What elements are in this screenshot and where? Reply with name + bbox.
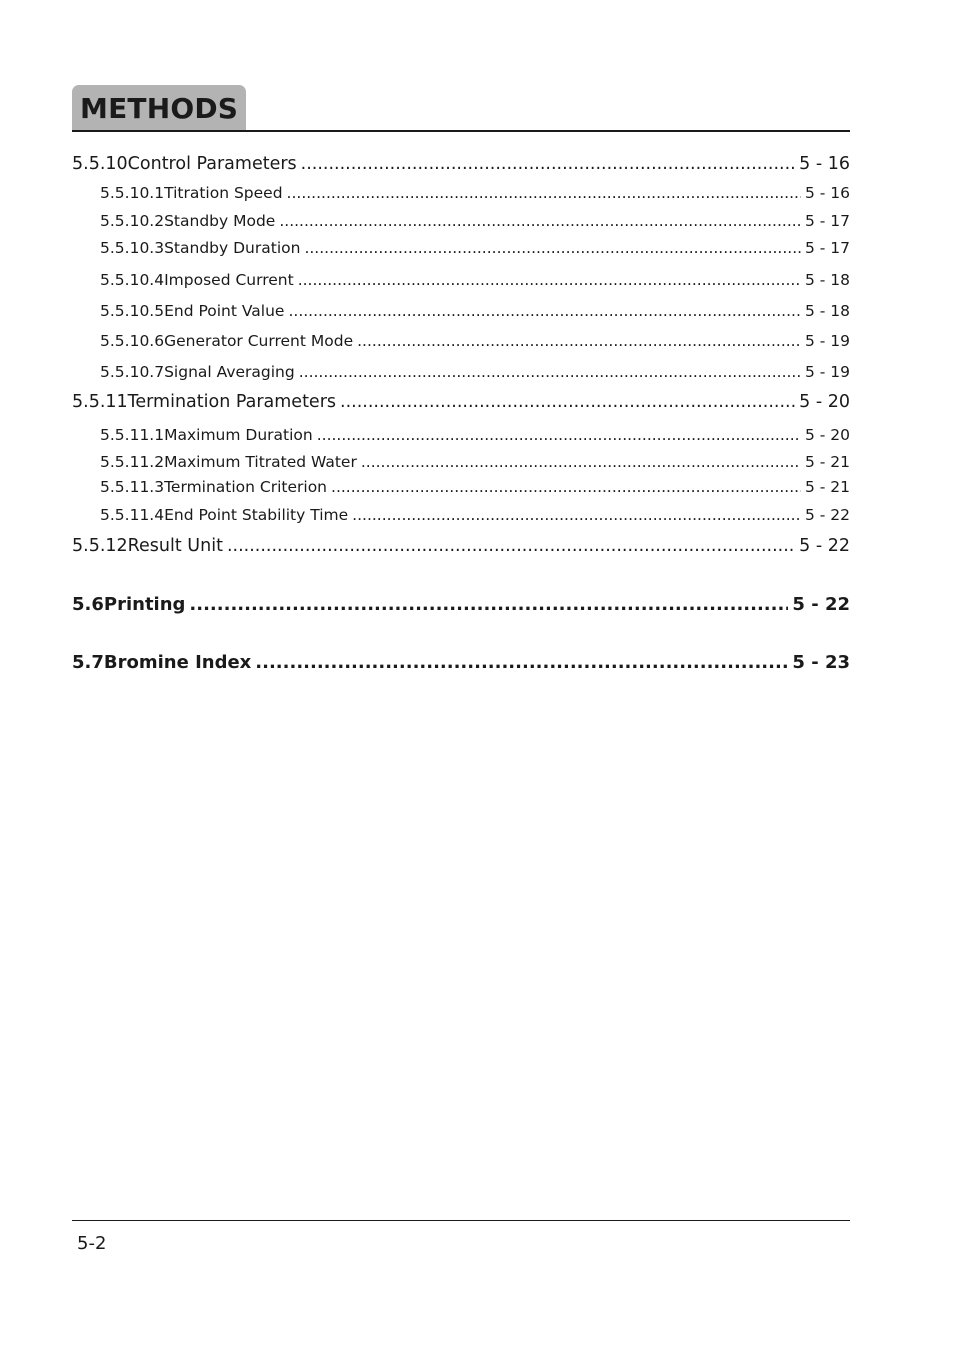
toc-entry-5-5-11-1[interactable] <box>72 426 850 444</box>
toc-entry-number: 5.5.10.1 <box>100 184 165 202</box>
toc-entry-title: Standby Mode <box>164 212 276 230</box>
section-title: METHODS <box>80 91 239 125</box>
toc-entry-page: 5 - 18 <box>804 302 850 320</box>
dot-leader <box>189 594 788 615</box>
toc-entry-number: 5.5.10.2 <box>100 212 165 230</box>
toc-entry-number: 5.5.10.4 <box>100 271 165 289</box>
toc-entry-number: 5.5.11.2 <box>100 453 165 471</box>
toc-entry-5-5-12[interactable] <box>72 536 850 556</box>
toc-entry-title: Generator Current Mode <box>164 332 354 350</box>
footer-divider <box>72 1220 850 1221</box>
toc-entry-page: 5 - 16 <box>799 154 850 174</box>
toc-entry-title: Result Unit <box>127 536 223 556</box>
toc-entry-page: 5 - 20 <box>799 392 850 412</box>
dot-leader <box>227 536 795 556</box>
toc-entry-5-5-11-4[interactable] <box>72 506 850 524</box>
toc-entry-title: Bromine Index <box>103 652 252 673</box>
dot-leader <box>331 478 801 496</box>
toc-entry-page: 5 - 23 <box>792 652 850 673</box>
toc-entry-title: Imposed Current <box>164 271 294 289</box>
toc-entry-number: 5.5.11.1 <box>100 426 165 444</box>
toc-entry-title: Termination Parameters <box>127 392 337 412</box>
toc-entry-5-5-11-3[interactable] <box>72 478 850 496</box>
toc-entry-5-5-11[interactable] <box>72 392 850 412</box>
toc-entry-page: 5 - 22 <box>799 536 850 556</box>
toc-entry-5-5-10[interactable] <box>72 154 850 174</box>
toc-entry-title: End Point Value <box>164 302 285 320</box>
toc-entry-title: Signal Averaging <box>164 363 295 381</box>
toc-entry-title: Control Parameters <box>127 154 297 174</box>
table-of-contents <box>72 0 850 700</box>
toc-entry-number: 5.5.12 <box>72 536 128 556</box>
toc-entry-number: 5.5.10.3 <box>100 239 165 257</box>
toc-entry-5-5-10-1[interactable] <box>72 184 850 202</box>
toc-entry-5-5-11-2[interactable] <box>72 453 850 471</box>
toc-entry-title: Maximum Titrated Water <box>164 453 357 471</box>
dot-leader <box>304 239 801 257</box>
toc-entry-5-5-10-5[interactable] <box>72 302 850 320</box>
toc-entry-number: 5.5.10.7 <box>100 363 165 381</box>
toc-entry-number: 5.5.10.6 <box>100 332 165 350</box>
toc-entry-page: 5 - 18 <box>804 271 850 289</box>
toc-entry-page: 5 - 22 <box>792 594 850 615</box>
toc-entry-page: 5 - 16 <box>804 184 850 202</box>
dot-leader <box>288 302 800 320</box>
toc-entry-number: 5.5.11 <box>72 392 128 412</box>
toc-entry-page: 5 - 21 <box>804 478 850 496</box>
toc-entry-number: 5.5.10 <box>72 154 128 174</box>
toc-entry-title: Printing <box>103 594 186 615</box>
toc-entry-page: 5 - 17 <box>804 212 850 230</box>
toc-entry-page: 5 - 20 <box>804 426 850 444</box>
toc-entry-number: 5.6 <box>72 594 104 615</box>
dot-leader <box>317 426 801 444</box>
dot-leader <box>298 271 801 289</box>
toc-entry-page: 5 - 21 <box>804 453 850 471</box>
toc-entry-title: Titration Speed <box>164 184 283 202</box>
toc-entry-title: Maximum Duration <box>164 426 313 444</box>
dot-leader <box>340 392 795 412</box>
page-number: 5-2 <box>77 1233 107 1254</box>
toc-entry-5-7[interactable] <box>72 652 850 673</box>
toc-entry-title: End Point Stability Time <box>164 506 349 524</box>
toc-entry-page: 5 - 19 <box>804 363 850 381</box>
dot-leader <box>352 506 801 524</box>
toc-entry-page: 5 - 19 <box>804 332 850 350</box>
dot-leader <box>361 453 801 471</box>
toc-entry-number: 5.5.10.5 <box>100 302 165 320</box>
toc-entry-5-5-10-2[interactable] <box>72 212 850 230</box>
dot-leader <box>279 212 801 230</box>
dot-leader <box>357 332 801 350</box>
dot-leader <box>255 652 788 673</box>
toc-entry-title: Termination Criterion <box>164 478 328 496</box>
toc-entry-5-5-10-6[interactable] <box>72 332 850 350</box>
toc-entry-number: 5.5.11.4 <box>100 506 165 524</box>
toc-entry-5-5-10-7[interactable] <box>72 363 850 381</box>
toc-entry-5-6[interactable] <box>72 594 850 615</box>
toc-entry-title: Standby Duration <box>164 239 301 257</box>
toc-entry-5-5-10-4[interactable] <box>72 271 850 289</box>
toc-entry-page: 5 - 17 <box>804 239 850 257</box>
toc-entry-5-5-10-3[interactable] <box>72 239 850 257</box>
dot-leader <box>287 184 801 202</box>
toc-entry-number: 5.5.11.3 <box>100 478 165 496</box>
toc-entry-page: 5 - 22 <box>804 506 850 524</box>
dot-leader <box>301 154 796 174</box>
toc-entry-number: 5.7 <box>72 652 104 673</box>
dot-leader <box>299 363 801 381</box>
